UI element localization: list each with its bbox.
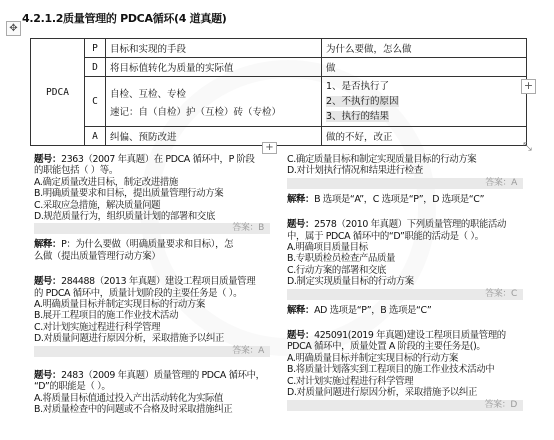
option: C.对计划实施过程进行科学管理 xyxy=(287,375,414,387)
explanation: 解释：B 选项是“A”，C 选项是“P”，D 选项是“C” xyxy=(287,193,485,205)
note-line: 2、不执行的原因 xyxy=(326,96,399,107)
left-column xyxy=(34,154,270,415)
option: B.专职质检员检查产品质量 xyxy=(287,253,395,265)
phase-note xyxy=(322,77,527,127)
pdca-table xyxy=(30,38,527,146)
answer-bar: 答案：A xyxy=(34,346,270,357)
option: C.对计划实施过程进行科学管理 xyxy=(34,321,161,333)
option: A.确定质量改进目标，制定改进措施 xyxy=(34,176,178,188)
phase-note: 做的不好，改正 xyxy=(322,127,527,146)
question-425091: 题号：425091(2019 年真题)建设工程项目质量管理的 PDCA 循环中，质量处置 A 阶段的主要任务是()。 A.明确质量目标并制定实现目标的行动方案 B.将质量计划落实到工程项目的施工作业技术活动中 C.对计划实施过程进行科学管理 D.对质量问题进行原因分析，采取措施予以纠正 答案：D xyxy=(287,330,523,410)
option: D.规范质量行为，组织质量计划的部署和交底 xyxy=(34,211,215,223)
table-row xyxy=(31,39,527,58)
explanation: 解释：P：为什么要做（明确质量要求和目标），怎 么做（提出质量管理行动方案） xyxy=(34,239,234,262)
phase-letter: A xyxy=(85,127,106,146)
phase-note: 为什么要做，怎么做 xyxy=(322,39,527,58)
phase-desc xyxy=(106,77,322,127)
option: D.对计划执行情况和结果进行检查 xyxy=(287,165,423,177)
option: B.展开工程项目的施工作业技术活动 xyxy=(34,310,179,322)
resize-handle-icon[interactable]: ⤡ xyxy=(523,140,532,153)
option: A.明确质量目标并制定实现目标的行动方案 xyxy=(287,352,458,364)
question-2578: 题号：2578（2010 年真题）下列质量管理的职能活动 中，属于 PDCA 循环中的“D”职能的活动是（ ）。 A.明确项目质量目标 B.专职质检员检查产品质量 C.行动方案的部署和交底 D.制定实现质量目标的行动方案 答案：C 解释：AD 选项是“P”，B 选项是“C” xyxy=(287,219,523,316)
phase-desc: 将目标值转化为质量的实际值 xyxy=(106,58,322,77)
table-row xyxy=(31,58,527,77)
note-line: 3、执行的结果 xyxy=(326,111,390,122)
option: D.对质量问题进行原因分析，采取措施予以纠正 xyxy=(34,333,225,345)
option: A.明确质量目标并制定实现目标的行动方案 xyxy=(34,299,205,311)
phase-note: 做 xyxy=(322,58,527,77)
option: D.对质量问题进行原因分析，采取措施予以纠正 xyxy=(287,387,478,399)
table-move-handle-icon[interactable]: ✥ xyxy=(6,21,21,36)
option: B.将质量计划落实到工程项目的施工作业技术活动中 xyxy=(287,364,495,376)
question-2483: 题号：2483（2009 年真题）质量管理的 PDCA 循环中， “D”的职能是（ ）。 A.将质量目标值通过投入产出活动转化为实际值 B.对质量检查中的问题或不合格及时采取措施纠正 xyxy=(34,370,270,416)
question-2363: 题号：2363（2007 年真题）在 PDCA 循环中，P 阶段 的职能包括（ ）等。 A.确定质量改进目标，制定改进措施 B.明确质量要求和目标，提出质量管理行动方案 C.采取应急措施，解决质量问题 D.规范质量行为，组织质量计划的部署和交底 答案：B 解释：P：为什么要做（明确质量要求和目标），怎 么做（提出质量管理行动方案） xyxy=(34,154,270,262)
phase-desc-line: 自检、互检、专检 xyxy=(110,88,187,100)
table-row xyxy=(31,77,527,127)
add-row-icon[interactable]: + xyxy=(262,142,277,154)
pdca-cell: PDCA xyxy=(31,39,85,146)
phase-letter: C xyxy=(85,77,106,127)
phase-mnemonic: 速记：自（自检）护（互检）砖（专检） xyxy=(110,106,282,118)
option: C.采取应急措施，解决质量问题 xyxy=(34,199,161,211)
option: A.将质量目标值通过投入产出活动转化为实际值 xyxy=(34,392,224,404)
answer-bar: 答案：A xyxy=(287,178,523,189)
option: B.对质量检查中的问题或不合格及时采取措施纠正 xyxy=(34,403,233,415)
table-row xyxy=(31,127,527,146)
option: C.行动方案的部署和交底 xyxy=(287,264,387,276)
right-column xyxy=(287,154,523,416)
phase-desc: 纠偏、预防改进 xyxy=(106,127,322,146)
note-line: 1、是否执行了 xyxy=(326,81,390,92)
question-2483-continued xyxy=(287,154,523,205)
add-column-icon[interactable]: + xyxy=(521,79,536,94)
phase-desc: 目标和实现的手段 xyxy=(106,39,322,58)
question-284488: 题号：284488（2013 年真题）建设工程项目质量管理 的 PDCA 循环中，质量计划阶段的主要任务是（ ）。 A.明确质量目标并制定实现目标的行动方案 B.展开工程项目的施工作业技术活动 C.对计划实施过程进行科学管理 D.对质量问题进行原因分析，采取措施予以纠正 答案：A xyxy=(34,276,270,356)
option: A.明确项目质量目标 xyxy=(287,242,368,254)
explanation: 解释：AD 选项是“P”，B 选项是“C” xyxy=(287,304,432,316)
phase-letter: P xyxy=(85,39,106,58)
answer-bar: 答案：D xyxy=(287,400,523,411)
section-title: 4.2.1.2质量管理的 PDCA循环(4 道真题) xyxy=(22,12,227,25)
answer-bar: 答案：C xyxy=(287,289,523,300)
option: D.制定实现质量目标的行动方案 xyxy=(287,276,414,288)
answer-bar: 答案：B xyxy=(34,223,270,234)
phase-letter: D xyxy=(85,58,106,77)
option: C.确定质量目标和制定实现质量目标的行动方案 xyxy=(287,154,477,165)
option: B.明确质量要求和目标，提出质量管理行动方案 xyxy=(34,188,224,200)
